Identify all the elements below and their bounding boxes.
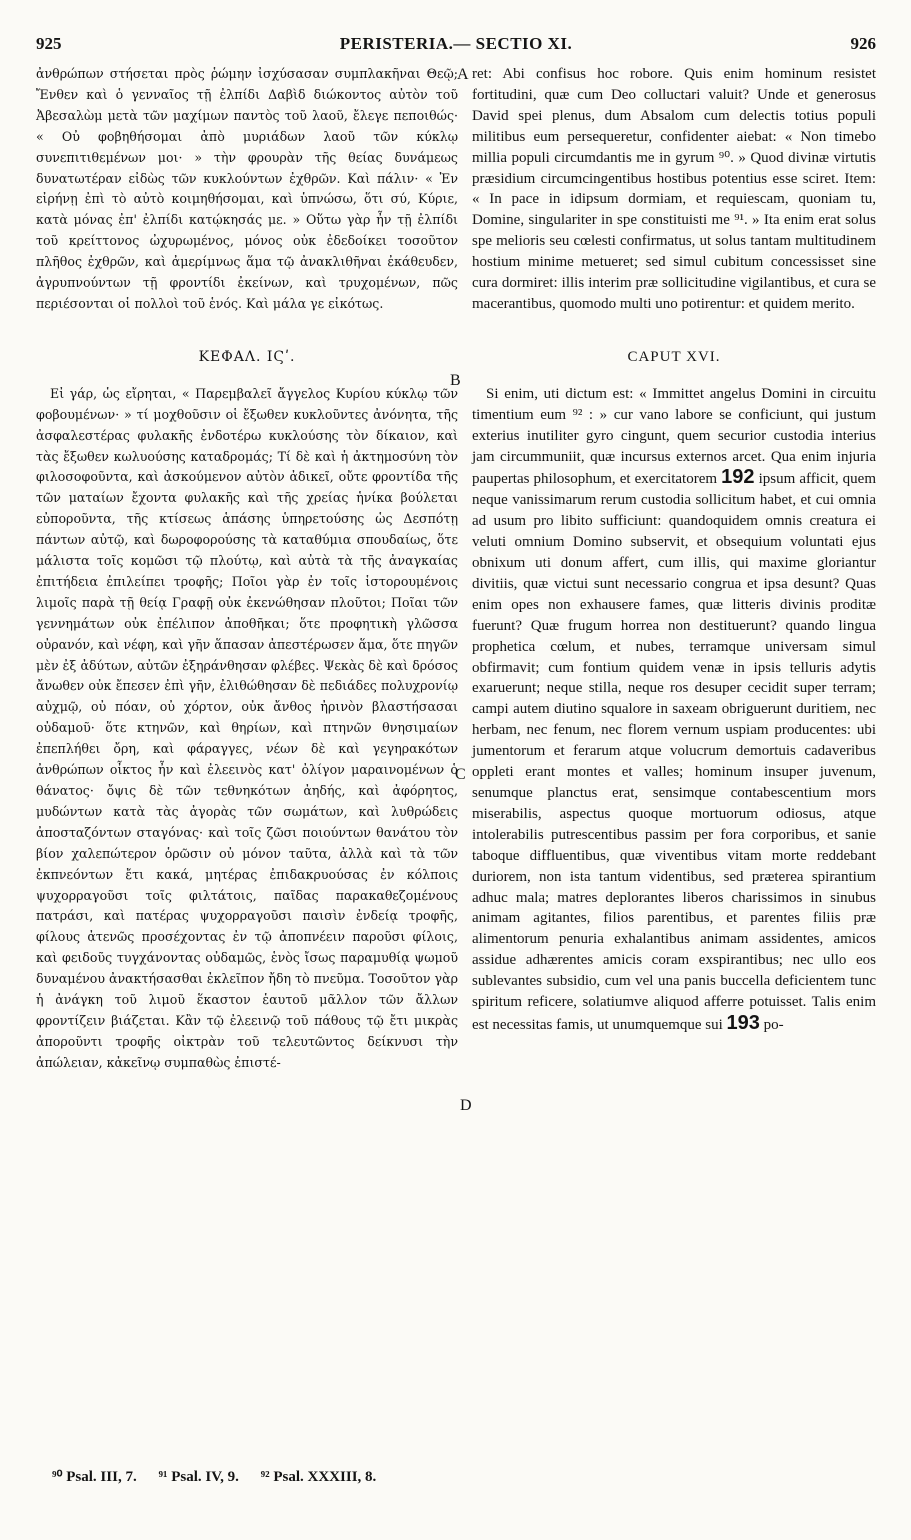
footnotes <box>52 1467 394 1486</box>
right-page-number: 926 <box>850 34 876 53</box>
greek-column <box>36 64 458 1074</box>
footnote: ⁹⁰ Psal. III, 7. <box>52 1469 137 1485</box>
latin-intro-paragraph: ret: Abi confisus hoc robore. Quis enim hominum resistet fortitudini, quæ cum Deo colluctari valuit? Unde et generosus David spei plenus, dum Absalom cum delectis totius populi militibus eum persequeretur, confidenter aiebat: « Non timebo millia populi circumdantis me in gyrum ⁹⁰. » Quod divinæ virtutis præsidium circumcingentibus hostibus potentius esse sciret. Item: « In pace in idipsum dormiam, et requiescam, quoniam tu, Domine, singulariter in spe constituisti me ⁹¹. » Ita enim erat solus spe melioris seu cœlesti confirmatus, ut solus tantam multitudinem hostium minime metueret; sed simul cubitum concessisset sine cura dormiret: illis interim præ sollicitudine vigilantibus, et cura se macerantibus, quomodo multi uno potirentur: et quidem merito. <box>472 66 876 312</box>
greek-chapter-heading: ΚΕΦΑΛ. ΙϚʹ. <box>198 348 296 365</box>
margin-letter-d: D <box>460 1097 472 1114</box>
margin-letter-c: C <box>455 766 466 783</box>
greek-body-paragraph: Εἰ γάρ, ὡς εἴρηται, « Παρεμβαλεῖ ἄγγελος Κυρίου κύκλῳ τῶν φοβουμένων· » τί μοχθοῦσιν οἱ ἔξωθεν κυκλοῦντες ἀνόνητα, τῆς ἀσφαλεστέρας φυλακῆς ἐνδοτέρω κυκλούσης τὸν δίκαιον, καὶ τὰς ἔξωθεν κωλυούσης καταδρομάς; Τί δὲ καὶ ἡ ἀκτημοσύνη τὸν φιλοσοφοῦντα, καὶ ἀσκούμενον αὐτὸν ἀδικεῖ, οὔτε φροντίδα τῆς τῶν ματαίων ἔχοντα φυλακῆς καὶ τῆς χρείας ἡνίκα βούλεται εὐποροῦντα, τῆς κτίσεως ἁπάσης ὑπηρετούσης ὡς Δεσπότῃ πάντων αὐτῷ, καὶ δωροφορούσης τὰ καταθύμια σπουδαίως, ὅτε μάλιστα τοῖς κομῶσι τῷ πλούτῳ, καὶ αὐτὰ τὰ τῆς ἀναγκαίας ἐπιτήδεια ἐπιλείπει τροφῆς; Ποῖοι γὰρ ἐν τοῖς ἱστορουμένοις λιμοῖς παρὰ τῇ θείᾳ Γραφῇ οὐκ ἐκενώθησαν πλοῦτοι; Ποῖαι τῶν γεννημάτων οὐκ ἐπέλιπον ἀποθῆκαι; ὅτε προφητικὴ γλῶσσα οὐρανόν, καὶ νέφη, καὶ γῆν ἅπασαν ἀπεστέρωσεν ἅμα, ὅτε πηγῶν μὲν ἐξ ἀδύτων, αὐτῶν ἐξηράνθησαν φλέβες. Ψεκὰς δὲ καὶ δρόσος ἄνωθεν οὐκ ἔπεσεν ἐπὶ γῆν, ἐλιθώθησαν δὲ πεδιάδες πολυχρονίῳ αὐχμῷ, οὐ πόαν, οὐ χόρτον, οὐκ ἄνθος ἠρινὸν βλαστήσασαι οὐδαμοῦ· ὅτε κτηνῶν, καὶ θηρίων, καὶ πτηνῶν θνησιμαίων ἐπεπλήθει ὄρη, καὶ φάραγγες, νέων δὲ καὶ γεγηρακότων ἀνθρώπων οἶκτος ἦν καὶ ἐλεεινὸς κατ' ὀλίγον μαραινομένων ὁ θάνατος· ὄψις δὲ τῶν τεθνηκότων ἀηδής, καὶ ἀφόρητος, μυδώντων κατὰ τὰς ἀγορὰς τῶν σωμάτων, καὶ λυθρώδεις ἀποσταζόντων σταγόνας· καὶ τοῖς ζῶσι ποιούντων θανάτου τὸν βίον χαλεπώτερον ὁρῶσιν οὐ μόνον ταῦτα, ἀλλὰ καὶ τὰ τῶν ἐκπνεόντων ἔτι κακά, μητέρας ἐπιδακρυούσας ἐν κόλποις ψυχορραγοῦσι τοῖς φιλτάτοις, παῖδας παρακαθεζομένους πατράσι, καὶ πατέρας ψυχορραγοῦσι παισὶν ἐνδείᾳ τροφῆς, φίλους ἀτενῶς προσέχοντας ἐν τῷ ἀποπνέειν παροῦσι φίλοις, καὶ φειδοῦς τυγχάνοντας οὐδαμῶς, ἑνὸς ἴσως παραμυθίᾳ ψωμοῦ δυναμένου ἀνακτήσασθαι ἐκλεῖπον ἤδη τὸ πνεῦμα. Τοσοῦτον γὰρ ἡ ἀνάγκη τοῦ λιμοῦ ἕκαστον ἑαυτοῦ μᾶλλον τῶν ἄλλων φροντίζειν βιάζεται. Κἂν τῷ ἐλεεινῷ τοῦ πάθους τῷ ἔτι μικρὰς ἀποροῦντι τροφῆς οἰκτρὰν τοῦ τελευτῶντος δείκνυσι τὴν ἀπώλειαν, κἀκεῖνῳ συμπαθὼς ἐπιστέ- <box>36 385 458 1070</box>
latin-column <box>472 64 876 1036</box>
latin-body-part-1: Si enim, uti dictum est: « Immittet angelus Domini in circuitu timentium eum ⁹² : » cur vano labore se conficiunt, qui justum exterius inutiliter gyro cingunt, quem securior custodia interius jam circummuniit, quæ incursus externos arcet. Qua enim injuria paupertas philosophum, et exercitatorem <box>472 385 876 488</box>
margin-letter-a: A <box>457 66 469 83</box>
latin-body-paragraph <box>472 384 876 1036</box>
footnote: ⁹² Psal. XXXIII, 8. <box>260 1469 377 1485</box>
latin-body-part-3: po- <box>763 1016 784 1033</box>
running-title: PERISTERIA.— SECTIO XI. <box>339 34 573 53</box>
latin-chapter-heading: CAPUT XVI. <box>627 348 721 365</box>
running-header <box>36 34 876 60</box>
left-page-number: 925 <box>36 34 62 53</box>
footnote: ⁹¹ Psal. IV, 9. <box>158 1469 239 1485</box>
edition-page-marker: 192 <box>721 466 755 489</box>
margin-letter-b: B <box>450 372 461 389</box>
greek-intro-paragraph: ἀνθρώπων στήσεται πρὸς ῥώμην ἰσχύσασαν συμπλακῆναι Θεῷ; Ἔνθεν καὶ ὁ γενναῖος τῇ ἐλπίδι Δαβὶδ διώκοντος αὐτὸν τοῦ Ἀβεσαλὼμ μετὰ τῶν μαχίμων παντὸς τοῦ λαοῦ, ἔλεγε πεποιθώς· « Οὐ φοβηθήσομαι ἀπὸ μυριάδων λαοῦ τῶν κύκλῳ συνεπιτιθεμένων μοι· » τὴν φρουρὰν τῆς θείας δυνάμεως δυνατωτέραν εἰδὼς τῶν κυκλούντων ἐχθρῶν. Καὶ πάλιν· « Ἐν εἰρήνῃ ἐπὶ τὸ αὐτὸ κοιμηθήσομαι, καὶ ὑπνώσω, ὅτι σύ, Κύριε, κατὰ μόνας ἐπ' ἐλπίδι κατῴκησάς με. » Οὕτω γὰρ ἦν τῇ ἐλπίδι τοῦ κρείττονος ὠχυρωμένος, μόνος οὐκ ἐδεδοίκει τοσοῦτον πλῆθος ἐχθρῶν, καὶ ἀμερίμνως ἅμα τῷ ἀνακλιθῆναι ἐκάθευδεν, ἀγρυπνούντων τῇ φροντίδι ἐκείνων, καὶ τρυχομένων, πῶς περιέσονται οἱ πολλοὶ τοῦ ἑνός. Καὶ μάλα γε εἰκότως. <box>36 66 458 311</box>
latin-body-part-2: ipsum afficit, quem neque vanissimarum rerum custodia sollicitum habet, et cui omnia ad usum pro libito sufficiunt: quandoquidem omnis creatura ei veluti omnium Domino subservit, et obsequium voluntati ejus obnixum uti donum affert, cum illis, qui maxime gloriantur divitiis, quæ victui sunt necessario congrua et ipsa desunt? Quas enim opes non exhausere fames, quæ litteris divinis proditæ fuerunt? Quæ frugum horrea non destituerunt? quando lingua prophetica cœlum, et nubes, terramque universam simul obfirmavit; cum fontium quidem venæ in ipsis telluris adytis exaruerunt; neque stilla, neque ros desuper cecidit super terram; campi autem diutino squalore in saxeam obriguerunt duritiem, nec herbam, nec fenum, nec florem vernum uspiam producentes: ubi jumentorum et ferarum atque volucrum demortuis cadaveribus oppleti erant montes et valles; hominum insuper juvenum, senumque planctus erat, sensimque contabescentium mors miserabilis, aspectus quoque mortuorum odiosus, atque intolerabilis putrescentibus passim per fora corporibus, et sanie taboque diffluentibus, quæ viventibus vitam morte reddebant duriorem, non ista tantum videntibus, sed præterea spirantium adhuc mala; matres deplorantes liberos charissimos in sinubus animam agitantes, filios parentibus, et parentes filiis præ alimentorum penuria exhalantibus animam assidentes, amicos assidue adhærentes amicis coram exspirantibus; nec ullo eos sublevantes subsidio, cum vel una panis buccella deficientem tunc spiritum reficere, solatiumve aliquod afferre potuisset. Talis enim est necessitas famis, ut unumquemque sui <box>472 471 877 1033</box>
edition-page-marker: 193 <box>726 1011 760 1034</box>
